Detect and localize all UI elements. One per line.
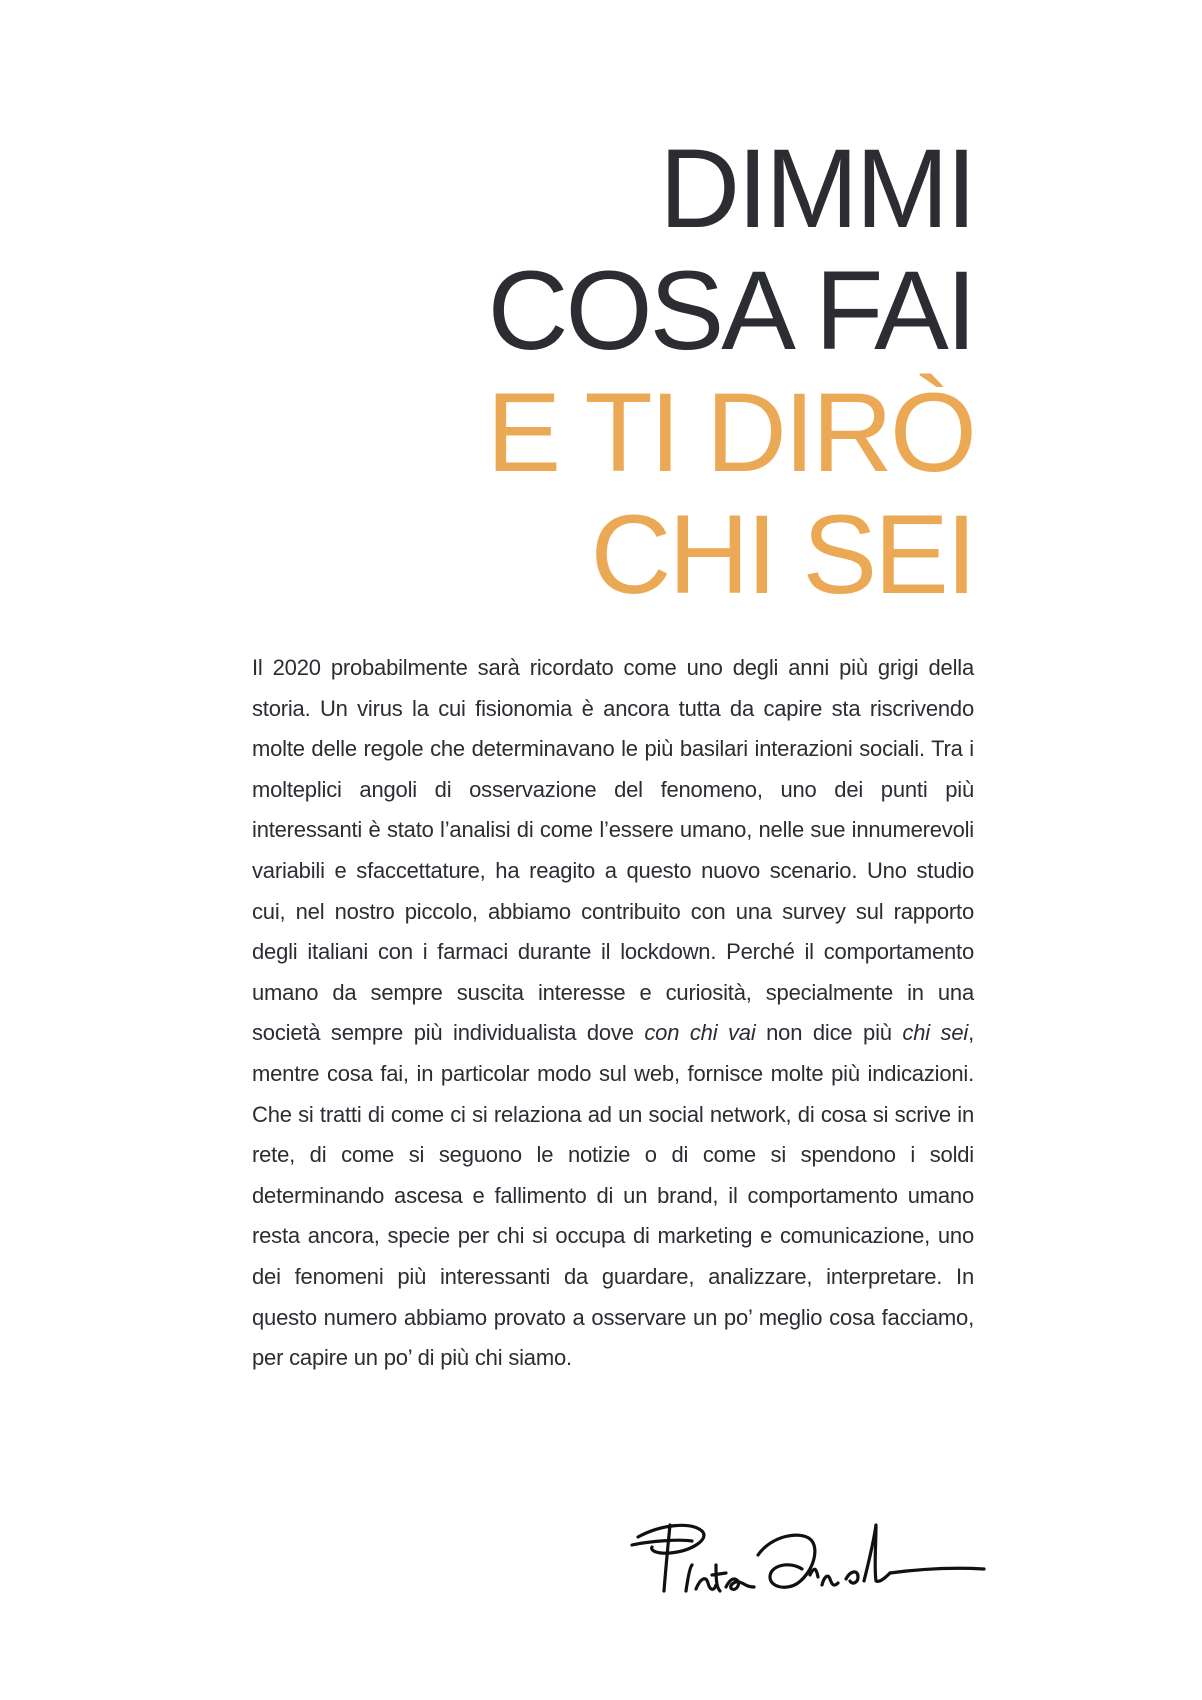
title-line-3: E TI DIRÒ: [486, 370, 974, 495]
paragraph-text-1: Il 2020 probabilmente sarà ricordato come uno degli anni più grigi della storia. Un virus la cui fisionomia è ancora tutta da capire sta riscrivendo molte delle regole che determinavano le più basilari interazioni sociali. Tra i molteplici angoli di osservazione del fenomeno, uno dei punti più interessanti è stato l’analisi di come l’essere umano, nelle sue innumerevoli variabili e sfaccettature, ha reagito a questo nuovo scenario. Uno studio cui, nel nostro piccolo, abbiamo contribuito con una survey sul rapporto degli italiani con i farmaci durante il lockdown. Perché il comportamento umano da sempre suscita interesse e curiosità, specialmente in una società sempre più individualista dove: [252, 655, 974, 1046]
page-title: [254, 128, 974, 616]
title-line-4: CHI SEI: [590, 492, 974, 617]
title-line-2: COSA FAI: [487, 248, 974, 373]
signature-icon: [630, 1495, 990, 1605]
paragraph-italic-1: con chi vai: [644, 1020, 756, 1046]
paragraph-text-3: , mentre cosa fai, in particolar modo sul web, fornisce molte più indicazioni. Che si tratti di come ci si relaziona ad un social network, di cosa si scrive in rete, di come si seguono le notizie o di come si spendono i soldi determinando ascesa e fallimento di un brand, il comportamento umano resta ancora, specie per chi si occupa di marketing e comunicazione, uno dei fenomeni più interessanti da guardare, analizzare, interpretare. In questo numero abbiamo provato a osservare un po’ meglio cosa facciamo, per capire un po’ di più chi siamo.: [252, 1020, 974, 1371]
paragraph-italic-2: chi sei: [902, 1020, 969, 1046]
title-line-1: DIMMI: [659, 126, 974, 251]
editorial-paragraph: [252, 648, 974, 1379]
paragraph-text-2: non dice più: [755, 1020, 903, 1046]
